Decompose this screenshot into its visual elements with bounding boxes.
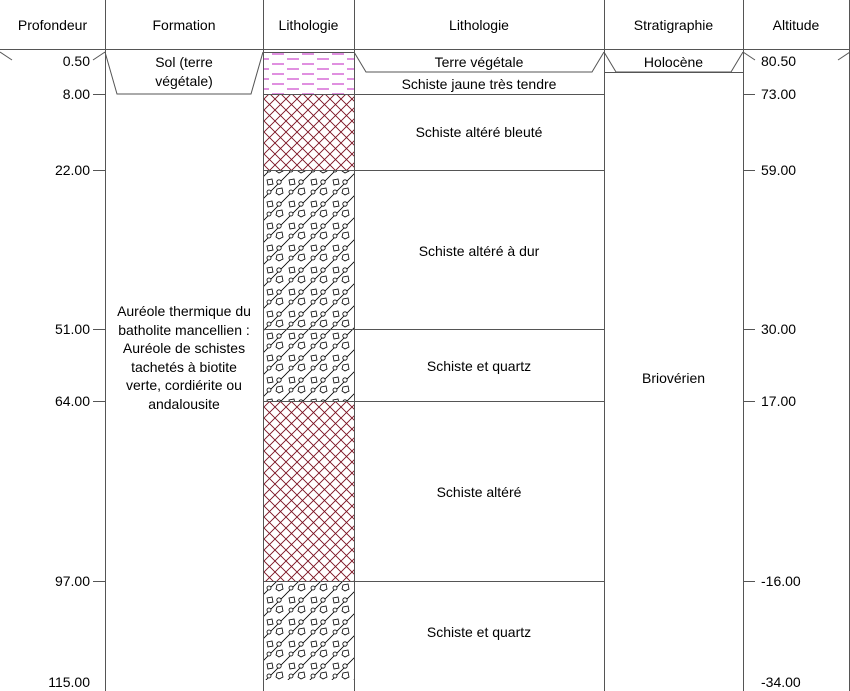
header-stratigraphy: Stratigraphie — [633, 16, 714, 33]
depth-value: 115.00 — [48, 674, 90, 690]
altitude-value: 73.00 — [761, 86, 797, 102]
header-formation: Formation — [152, 16, 216, 33]
lithology-fill-5 — [264, 401, 354, 581]
altitude-value: 80.50 — [761, 53, 797, 69]
header-depth: Profondeur — [17, 16, 88, 33]
lithology-label-terre-vegetale: Terre végétale — [434, 54, 524, 70]
header-lithology-text: Lithologie — [449, 16, 509, 33]
depth-value: 97.00 — [54, 573, 90, 589]
header-altitude: Altitude — [772, 16, 820, 33]
lithology-label-schiste-jaune: Schiste jaune très tendre — [401, 76, 557, 92]
depth-value: 64.00 — [54, 393, 90, 409]
altitude-value: -16.00 — [761, 573, 801, 589]
altitude-value: 30.00 — [761, 321, 797, 337]
depth-value: 0.50 — [62, 53, 90, 69]
depth-value: 22.00 — [54, 162, 90, 178]
depth-value: 51.00 — [54, 321, 90, 337]
lithology-label-schiste-altere-bleute: Schiste altéré bleuté — [415, 124, 543, 140]
formation-soil-label: Sol (terre végétale) — [155, 54, 213, 89]
lithology-fill-1 — [264, 52, 354, 94]
lithology-fill-3 — [264, 170, 354, 329]
stratigraphy-holocene: Holocène — [643, 54, 704, 70]
lithology-fill-2 — [264, 94, 354, 170]
lithology-label-schiste-quartz-2: Schiste et quartz — [426, 624, 532, 640]
lithology-label-schiste-quartz-1: Schiste et quartz — [426, 358, 532, 374]
formation-aureole-label: Auréole thermique du batholite mancellien : Auréole de schistes tachetés à biotite verte, cordiérite ou andalousite — [117, 303, 251, 412]
depth-value: 8.00 — [62, 86, 90, 102]
altitude-value: 17.00 — [761, 393, 797, 409]
stratigraphy-briovérien: Briovérien — [641, 370, 706, 386]
altitude-value: 59.00 — [761, 162, 797, 178]
altitude-value: -34.00 — [761, 674, 801, 690]
lithology-label-schiste-altere-dur: Schiste altéré à dur — [418, 243, 540, 259]
lithology-fill-6 — [264, 581, 354, 680]
header-lithology-graphic: Lithologie — [278, 16, 339, 33]
lithology-fill-4 — [264, 329, 354, 401]
lithology-label-schiste-altere: Schiste altéré — [436, 484, 522, 500]
